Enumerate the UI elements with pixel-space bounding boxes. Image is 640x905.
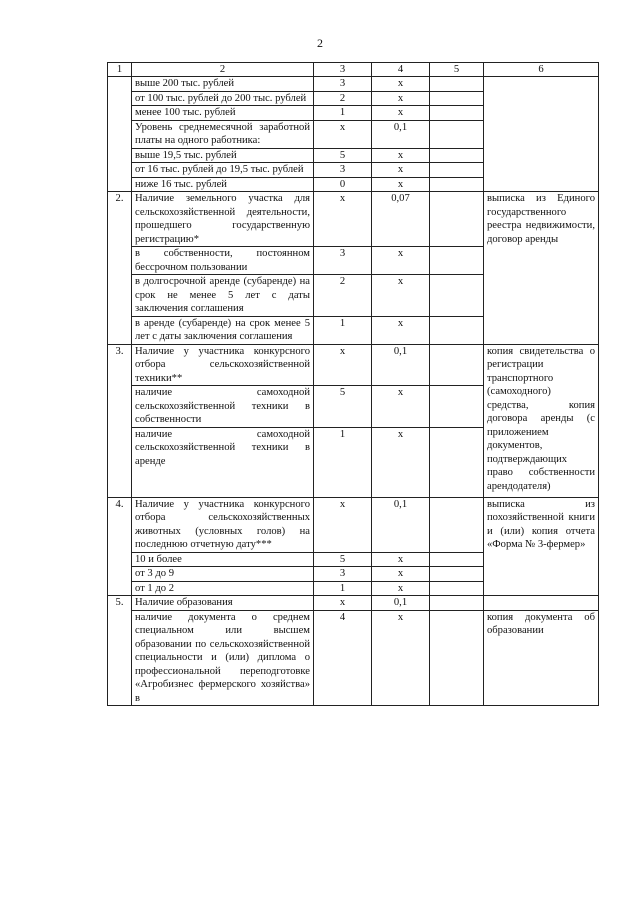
empty-cell — [430, 91, 484, 106]
criterion-cell: выше 200 тыс. рублей — [132, 77, 314, 92]
criterion-cell: Наличие у участника конкурсного отбора сельскохозяйственной техники** — [132, 344, 314, 386]
criterion-cell: в аренде (субаренде) на срок менее 5 лет с даты заключения соглашения — [132, 316, 314, 344]
criterion-cell: Наличие у участника конкурсного отбора сельскохозяйственных животных (условных голов) на последнюю отчетную дату*** — [132, 497, 314, 552]
empty-cell — [430, 567, 484, 582]
header-cell: 2 — [132, 63, 314, 77]
criterion-cell: от 1 до 2 — [132, 581, 314, 596]
weight-cell: х — [372, 163, 430, 178]
table-row — [108, 596, 599, 611]
score-cell: 5 — [314, 148, 372, 163]
score-cell: 4 — [314, 610, 372, 706]
empty-cell — [430, 427, 484, 497]
weight-cell: х — [372, 275, 430, 317]
empty-cell — [430, 552, 484, 567]
criterion-cell: 10 и более — [132, 552, 314, 567]
score-cell: 0 — [314, 177, 372, 192]
criterion-cell: в собственности, постоянном бессрочном пользовании — [132, 247, 314, 275]
document-cell: копия документа об образовании — [484, 610, 599, 706]
score-cell: 1 — [314, 106, 372, 121]
document-cell: выписка из Единого государственного реестра недвижимости, договор аренды — [484, 192, 599, 345]
empty-cell — [430, 177, 484, 192]
weight-cell: х — [372, 427, 430, 497]
score-cell: 2 — [314, 275, 372, 317]
row-number: 4. — [108, 497, 132, 596]
weight-cell: 0,1 — [372, 497, 430, 552]
empty-cell — [430, 344, 484, 386]
criterion-cell: от 3 до 9 — [132, 567, 314, 582]
empty-cell — [484, 596, 599, 611]
score-cell: 3 — [314, 567, 372, 582]
criterion-cell: Наличие земельного участка для сельскохозяйственной деятельности, прошедшего государственную регистрацию* — [132, 192, 314, 247]
score-cell: 3 — [314, 163, 372, 178]
score-cell: 1 — [314, 581, 372, 596]
weight-cell: х — [372, 386, 430, 428]
weight-cell: 0,1 — [372, 344, 430, 386]
empty-cell — [430, 316, 484, 344]
empty-cell — [430, 275, 484, 317]
criterion-cell: в долгосрочной аренде (субаренде) на срок не менее 5 лет с даты заключения соглашения — [132, 275, 314, 317]
empty-cell — [430, 120, 484, 148]
criterion-cell: наличие документа о среднем специальном или высшем образовании по сельскохозяйственной специальности и (или) диплома о профессиональной переподготовке «Агробизнес фермерского хозяйства» в — [132, 610, 314, 706]
score-cell: 5 — [314, 552, 372, 567]
table-row — [108, 77, 599, 92]
weight-cell: 0,07 — [372, 192, 430, 247]
empty-cell — [430, 386, 484, 428]
weight-cell: х — [372, 91, 430, 106]
score-cell: 1 — [314, 427, 372, 497]
criterion-cell: выше 19,5 тыс. рублей — [132, 148, 314, 163]
weight-cell: х — [372, 567, 430, 582]
weight-cell: х — [372, 106, 430, 121]
weight-cell: х — [372, 610, 430, 706]
empty-cell — [430, 192, 484, 247]
table-row — [108, 610, 599, 706]
weight-cell: 0,1 — [372, 596, 430, 611]
document-cell: выписка из похозяйственной книги и (или) копия отчета «Форма № 3-фермер» — [484, 497, 599, 596]
page-number: 2 — [317, 36, 323, 50]
header-cell: 4 — [372, 63, 430, 77]
document-cell — [484, 77, 599, 192]
document-cell: копия свидетельства о регистрации транспортного (самоходного) средства, копия договора аренды (с приложением документов, подтверждающих право собственности арендодателя) — [484, 344, 599, 497]
score-cell: 3 — [314, 77, 372, 92]
criterion-cell: ниже 16 тыс. рублей — [132, 177, 314, 192]
score-cell: х — [314, 497, 372, 552]
score-cell: 3 — [314, 247, 372, 275]
score-cell: х — [314, 120, 372, 148]
empty-cell — [430, 77, 484, 92]
weight-cell: х — [372, 581, 430, 596]
weight-cell: х — [372, 247, 430, 275]
header-cell: 5 — [430, 63, 484, 77]
empty-cell — [430, 148, 484, 163]
empty-cell — [430, 106, 484, 121]
weight-cell: х — [372, 316, 430, 344]
empty-cell — [430, 581, 484, 596]
weight-cell: х — [372, 77, 430, 92]
score-cell: 2 — [314, 91, 372, 106]
score-cell: 5 — [314, 386, 372, 428]
empty-cell — [430, 596, 484, 611]
header-cell: 1 — [108, 63, 132, 77]
score-cell: 1 — [314, 316, 372, 344]
criterion-cell: наличие самоходной сельскохозяйственной техники в аренде — [132, 427, 314, 497]
criterion-cell: наличие самоходной сельскохозяйственной техники в собственности — [132, 386, 314, 428]
criterion-cell: от 100 тыс. рублей до 200 тыс. рублей — [132, 91, 314, 106]
empty-cell — [430, 610, 484, 706]
row-number: 5. — [108, 596, 132, 706]
weight-cell: 0,1 — [372, 120, 430, 148]
score-cell: х — [314, 192, 372, 247]
empty-cell — [430, 163, 484, 178]
score-cell: х — [314, 596, 372, 611]
weight-cell: х — [372, 552, 430, 567]
table-row — [108, 344, 599, 386]
empty-cell — [430, 247, 484, 275]
criteria-table — [107, 62, 599, 706]
criterion-cell: Уровень среднемесячной заработной платы на одного работника: — [132, 120, 314, 148]
header-cell: 3 — [314, 63, 372, 77]
row-number: 2. — [108, 192, 132, 345]
criterion-cell: Наличие образования — [132, 596, 314, 611]
weight-cell: х — [372, 148, 430, 163]
row-number: 3. — [108, 344, 132, 497]
weight-cell: х — [372, 177, 430, 192]
criterion-cell: от 16 тыс. рублей до 19,5 тыс. рублей — [132, 163, 314, 178]
score-cell: х — [314, 344, 372, 386]
row-number — [108, 77, 132, 192]
table-row — [108, 192, 599, 247]
empty-cell — [430, 497, 484, 552]
criterion-cell: менее 100 тыс. рублей — [132, 106, 314, 121]
table-row — [108, 497, 599, 552]
table-header-row — [108, 63, 599, 77]
header-cell: 6 — [484, 63, 599, 77]
